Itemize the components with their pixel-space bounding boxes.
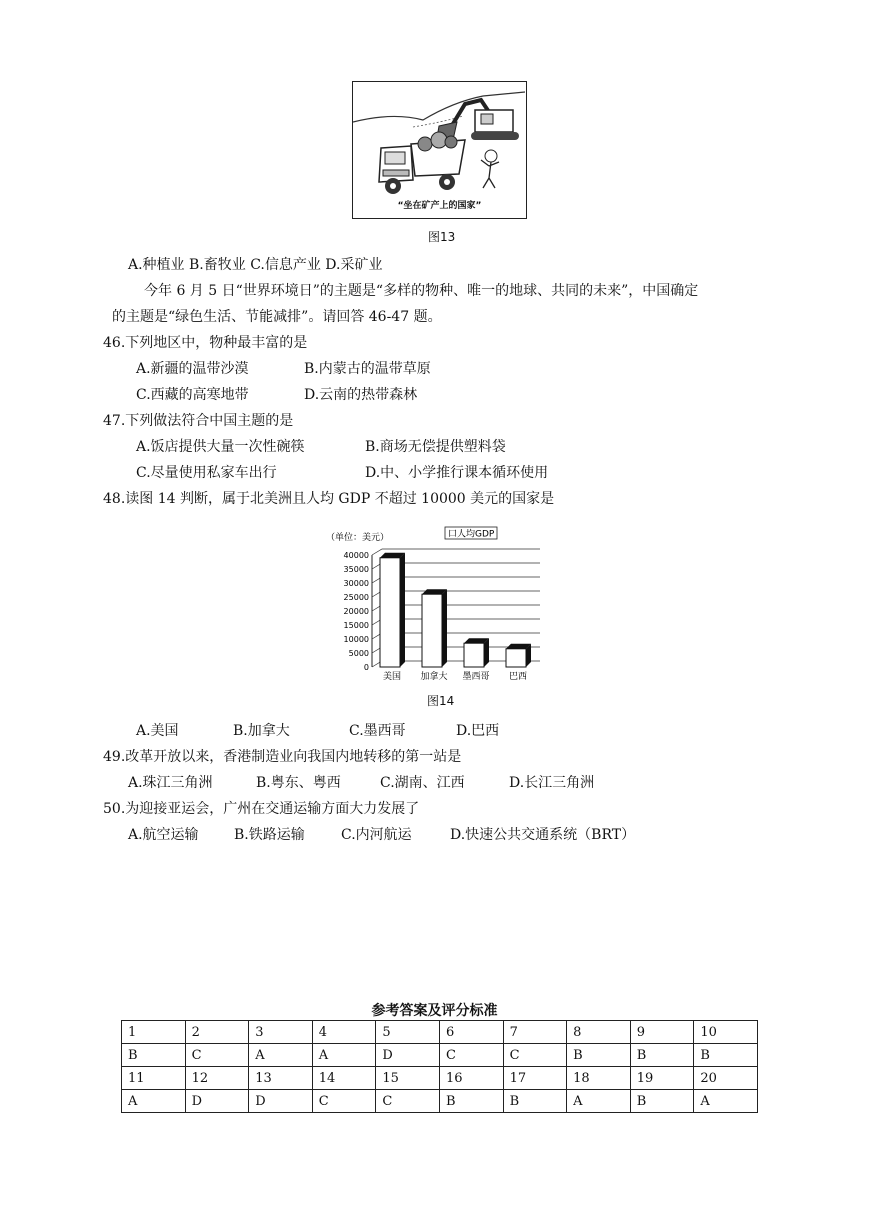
- chart-y-tick-label: 0: [363, 663, 369, 672]
- cartoon-figure: [352, 81, 527, 219]
- table-cell: 8: [567, 1021, 631, 1044]
- chart-bars: [380, 553, 531, 667]
- table-cell: C: [185, 1044, 249, 1067]
- figure-13-caption: 图13: [428, 230, 456, 244]
- table-cell: B: [122, 1044, 186, 1067]
- q49-option-d: D.长江三角洲: [509, 775, 595, 791]
- q50-option-c: C.内河航运: [341, 827, 412, 843]
- q47-option-c: C.尽量使用私家车出行: [136, 465, 277, 481]
- mining-cartoon-illustration: [353, 82, 525, 217]
- table-cell: A: [567, 1090, 631, 1113]
- table-cell: A: [312, 1044, 376, 1067]
- chart-unit-label: （单位：美元）: [326, 533, 390, 543]
- chart-y-tick-label: 40000: [343, 551, 369, 560]
- intro-line-2: 的主题是“绿色生活、节能减排”。请回答 46-47 题。: [112, 309, 442, 325]
- q49-option-c: C.湖南、江西: [380, 775, 465, 791]
- table-cell: B: [503, 1090, 567, 1113]
- chart-y-tick-label: 30000: [343, 579, 369, 588]
- table-row: [122, 1090, 758, 1113]
- table-cell: 20: [694, 1067, 758, 1090]
- chart-bar: [464, 643, 484, 667]
- q48-option-d: D.巴西: [456, 723, 500, 739]
- q47-option-b: B.商场无偿提供塑料袋: [365, 439, 506, 455]
- figure-14-caption: 图14: [427, 694, 455, 708]
- table-cell: 10: [694, 1021, 758, 1044]
- table-cell: B: [439, 1090, 503, 1113]
- chart-y-tick-label: 15000: [343, 621, 369, 630]
- intro-line-1: 今年 6 月 5 日“世界环境日”的主题是“多样的物种、唯一的地球、共同的未来”，中国确定: [144, 283, 699, 299]
- q47-option-d: D.中、小学推行课本循环使用: [365, 465, 549, 481]
- table-cell: B: [630, 1090, 694, 1113]
- answer-key-table: [121, 1020, 758, 1113]
- chart-y-tick-label: 25000: [343, 593, 369, 602]
- table-cell: B: [694, 1044, 758, 1067]
- chart-bar: [380, 558, 400, 667]
- table-cell: A: [122, 1090, 186, 1113]
- chart-category-label: 美国: [382, 672, 402, 682]
- chart-bar: [506, 649, 526, 667]
- chart-y-tick-label: 10000: [343, 635, 369, 644]
- table-cell: 17: [503, 1067, 567, 1090]
- q47-option-a: A.饭店提供大量一次性碗筷: [136, 439, 305, 455]
- q48-stem: 48.读图 14 判断，属于北美洲且人均 GDP 不超过 10000 美元的国家是: [103, 491, 555, 507]
- chart-bar-side: [442, 589, 447, 667]
- table-cell: 9: [630, 1021, 694, 1044]
- q50-option-a: A.航空运输: [128, 827, 199, 843]
- q48-option-c: C.墨西哥: [349, 723, 406, 739]
- chart-bar: [422, 594, 442, 667]
- table-cell: 13: [249, 1067, 313, 1090]
- q49-option-a: A.珠江三角洲: [128, 775, 213, 791]
- q46-stem: 46.下列地区中，物种最丰富的是: [103, 335, 308, 351]
- table-cell: A: [694, 1090, 758, 1113]
- table-cell: B: [567, 1044, 631, 1067]
- table-cell: 6: [439, 1021, 503, 1044]
- table-cell: D: [376, 1044, 440, 1067]
- table-cell: C: [376, 1090, 440, 1113]
- chart-y-ticks: [344, 551, 369, 672]
- table-cell: 18: [567, 1067, 631, 1090]
- answer-key-title: 参考答案及评分标准: [371, 1003, 498, 1019]
- table-cell: C: [503, 1044, 567, 1067]
- q47-stem: 47.下列做法符合中国主题的是: [103, 413, 294, 429]
- q50-stem: 50.为迎接亚运会，广州在交通运输方面大力发展了: [103, 801, 420, 817]
- table-cell: B: [630, 1044, 694, 1067]
- table-cell: 4: [312, 1021, 376, 1044]
- chart-y-tick-label: 35000: [343, 565, 369, 574]
- chart-categories: [383, 670, 527, 682]
- table-cell: 19: [630, 1067, 694, 1090]
- q46-option-d: D.云南的热带森林: [304, 387, 418, 403]
- table-cell: 12: [185, 1067, 249, 1090]
- q50-option-d: D.快速公共交通系统（BRT）: [450, 827, 636, 843]
- table-cell: 5: [376, 1021, 440, 1044]
- table-cell: A: [249, 1044, 313, 1067]
- table-cell: 1: [122, 1021, 186, 1044]
- table-cell: 2: [185, 1021, 249, 1044]
- q46-option-a: A.新疆的温带沙漠: [136, 361, 249, 377]
- table-cell: C: [312, 1090, 376, 1113]
- table-cell: 7: [503, 1021, 567, 1044]
- cartoon-caption: “坐在矿产上的国家”: [397, 201, 482, 211]
- q49-stem: 49.改革开放以来，香港制造业向我国内地转移的第一站是: [103, 749, 462, 765]
- table-cell: 3: [249, 1021, 313, 1044]
- q46-option-b: B.内蒙古的温带草原: [304, 361, 431, 377]
- table-cell: D: [185, 1090, 249, 1113]
- q48-option-a: A.美国: [136, 723, 179, 739]
- q49-option-b: B.粤东、粤西: [256, 775, 341, 791]
- chart-legend: 口人均GDP: [448, 529, 495, 540]
- table-cell: D: [249, 1090, 313, 1113]
- chart-bar-side: [484, 638, 489, 667]
- table-cell: 11: [122, 1067, 186, 1090]
- gdp-bar-chart: [318, 525, 548, 690]
- table-row: [122, 1044, 758, 1067]
- chart-category-label: 巴西: [508, 672, 528, 682]
- q46-option-c: C.西藏的高寒地带: [136, 387, 249, 403]
- table-cell: 16: [439, 1067, 503, 1090]
- table-cell: 14: [312, 1067, 376, 1090]
- q48-option-b: B.加拿大: [233, 723, 290, 739]
- chart-y-tick-label: 20000: [343, 607, 369, 616]
- table-cell: C: [439, 1044, 503, 1067]
- chart-bar-side: [400, 553, 405, 667]
- table-cell: 15: [376, 1067, 440, 1090]
- q45-options: A.种植业 B.畜牧业 C.信息产业 D.采矿业: [128, 257, 383, 273]
- chart-category-label: 加拿大: [420, 672, 448, 682]
- chart-category-label: 墨西哥: [462, 672, 490, 682]
- table-row: [122, 1021, 758, 1044]
- chart-y-tick-label: 5000: [348, 649, 369, 658]
- q50-option-b: B.铁路运输: [234, 827, 305, 843]
- table-row: [122, 1067, 758, 1090]
